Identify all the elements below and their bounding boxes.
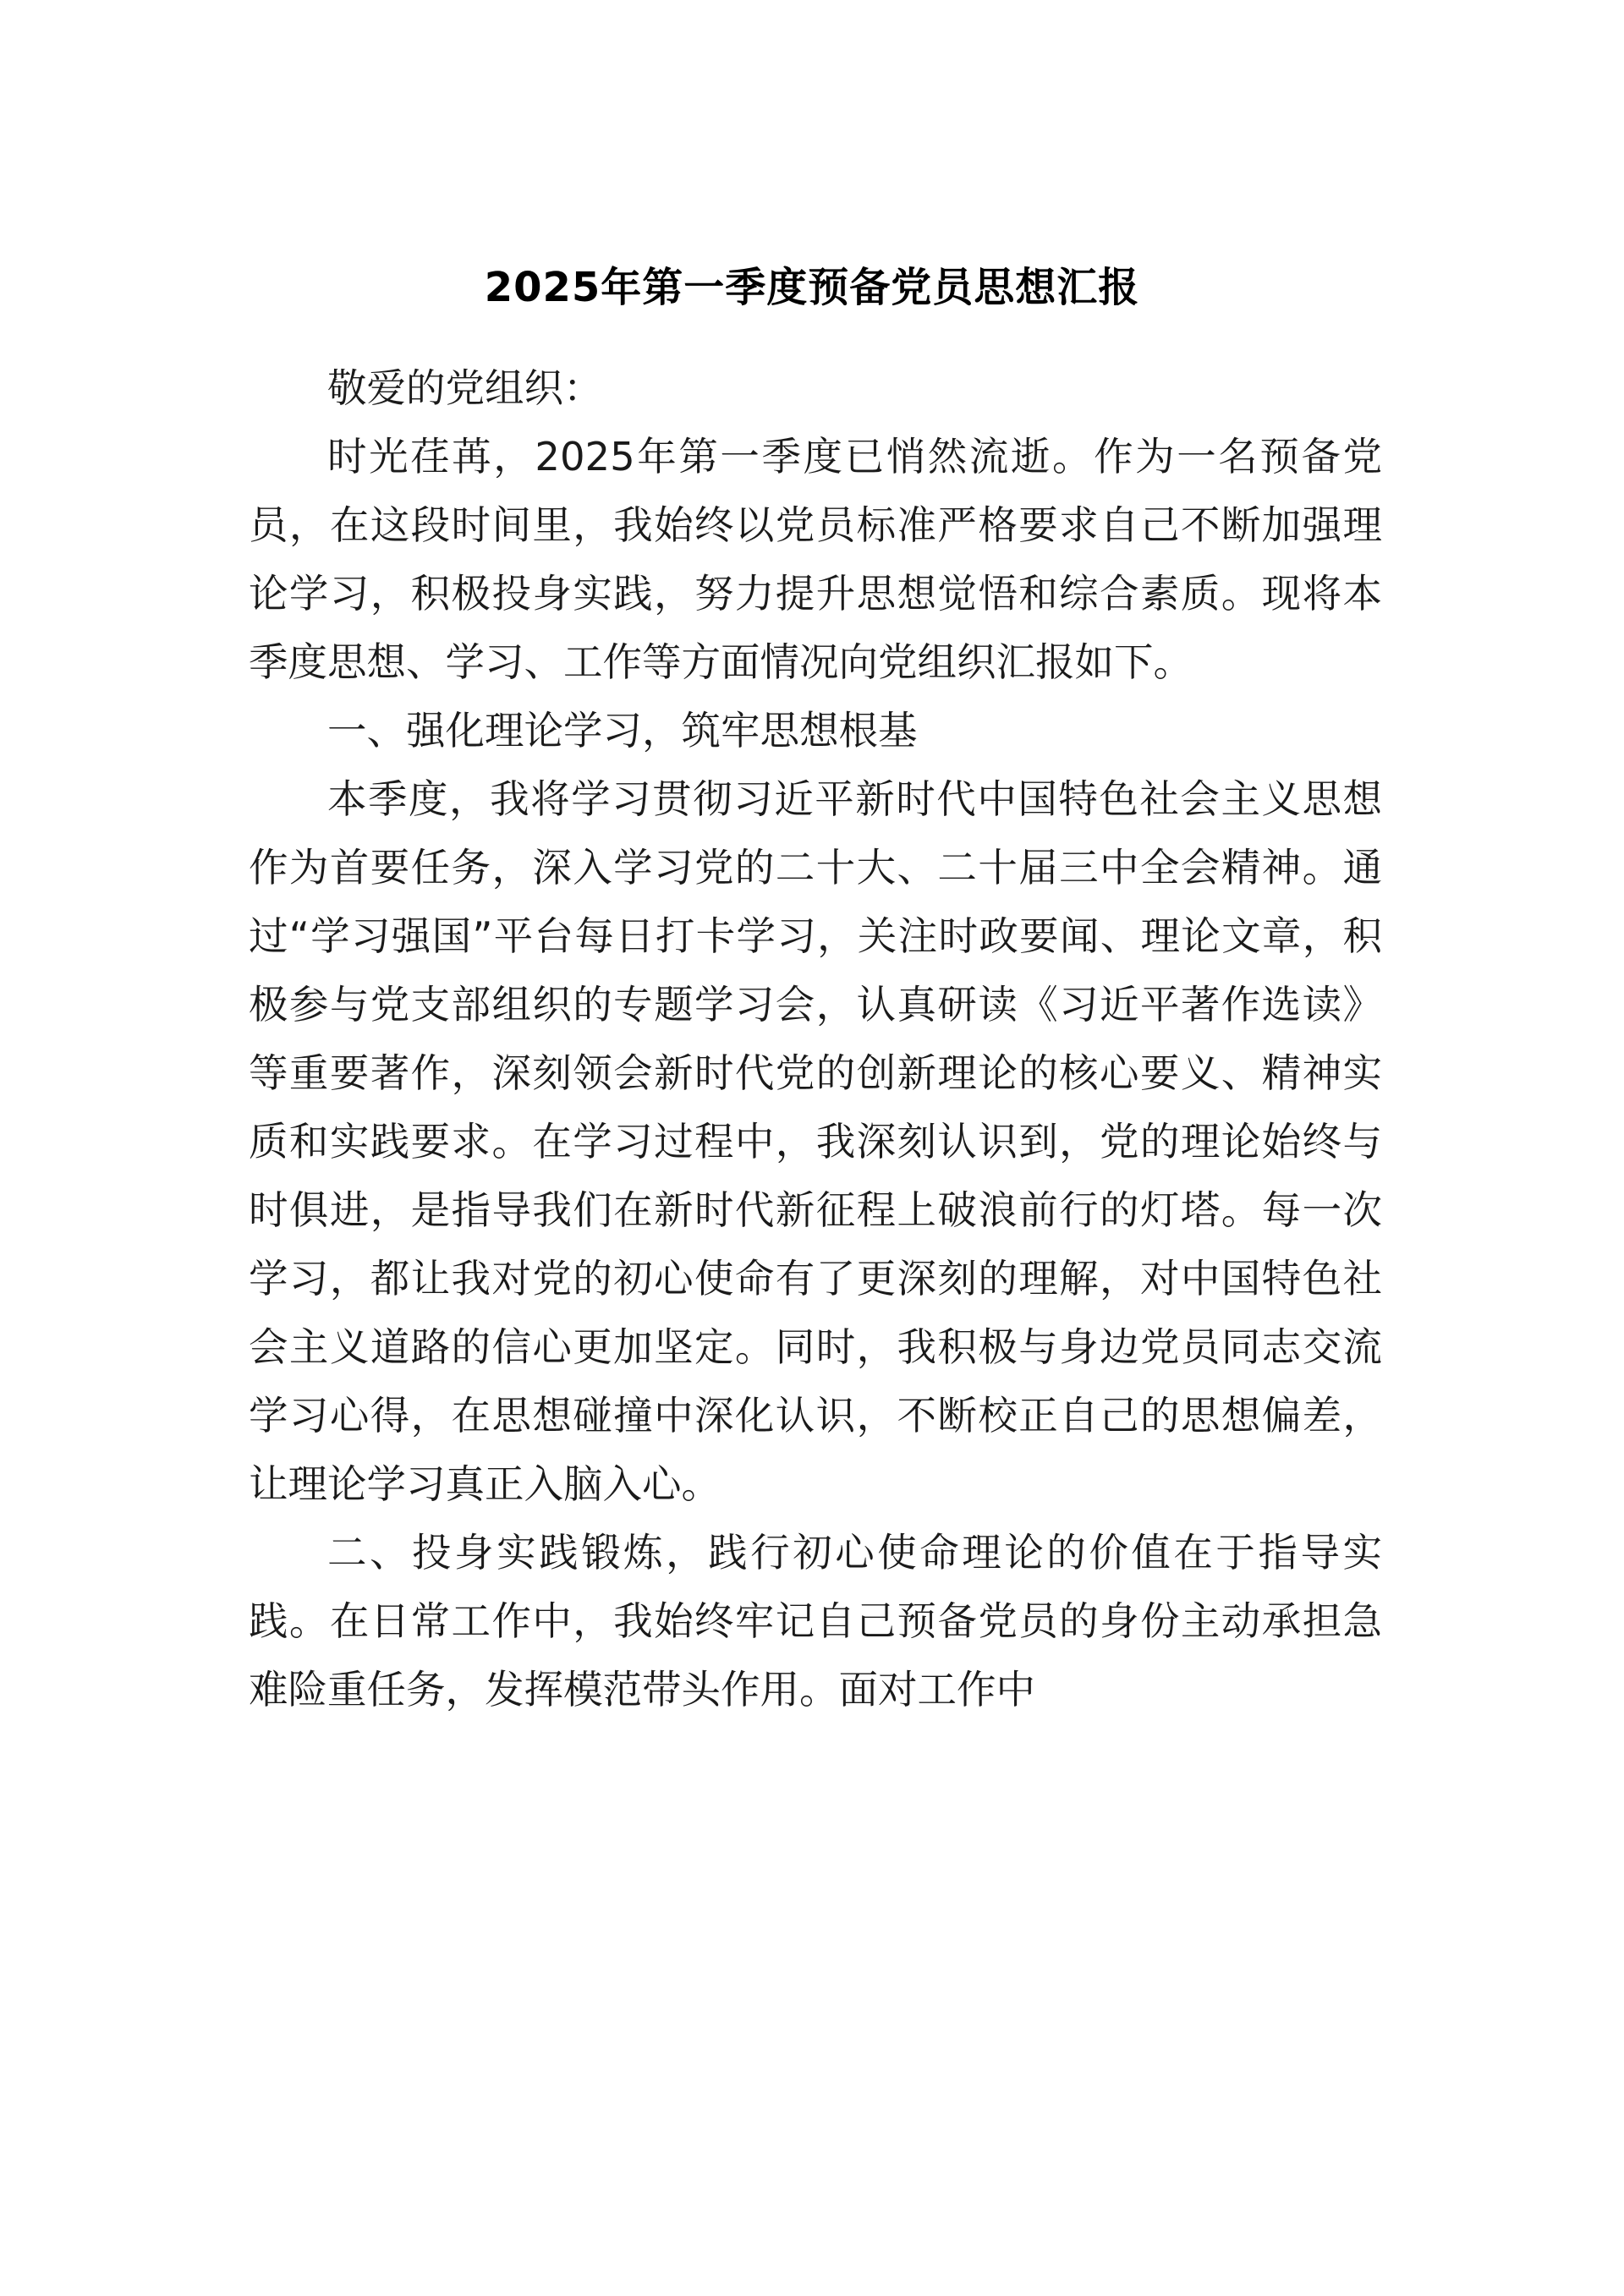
- section-heading-1: 一、强化理论学习，筑牢思想根基: [327, 708, 918, 753]
- document-body: [249, 354, 1382, 1724]
- paragraph-section-2: 二、投身实践锻炼，践行初心使命理论的价值在于指导实践。在日常工作中，我始终牢记自己预备党员的身份主动承担急难险重任务，发挥模范带头作用。面对工作中: [249, 1530, 1382, 1712]
- salutation: 敬爱的党组织：: [327, 365, 603, 411]
- paragraph-intro: 时光荏苒，2025年第一季度已悄然流逝。作为一名预备党员，在这段时间里，我始终以党员标准严格要求自己不断加强理论学习，积极投身实践，努力提升思想觉悟和综合素质。现将本季度思想、学习、工作等方面情况向党组织汇报如下。: [249, 434, 1382, 685]
- document-title: 2025年第一季度预备党员思想汇报: [484, 264, 1140, 311]
- paragraph-section-1: 本季度，我将学习贯彻习近平新时代中国特色社会主义思想作为首要任务，深入学习党的二十大、二十届三中全会精神。通过“学习强国”平台每日打卡学习，关注时政要闻、理论文章，积极参与党支部组织的专题学习会，认真研读《习近平著作选读》等重要著作，深刻领会新时代党的创新理论的核心要义、精神实质和实践要求。在学习过程中，我深刻认识到，党的理论始终与时俱进，是指导我们在新时代新征程上破浪前行的灯塔。每一次学习，都让我对党的初心使命有了更深刻的理解，对中国特色社会主义道路的信心更加坚定。同时，我积极与身边党员同志交流学习心得，在思想碰撞中深化认识，不断校正自己的思想偏差，让理论学习真正入脑入心。: [249, 776, 1382, 1507]
